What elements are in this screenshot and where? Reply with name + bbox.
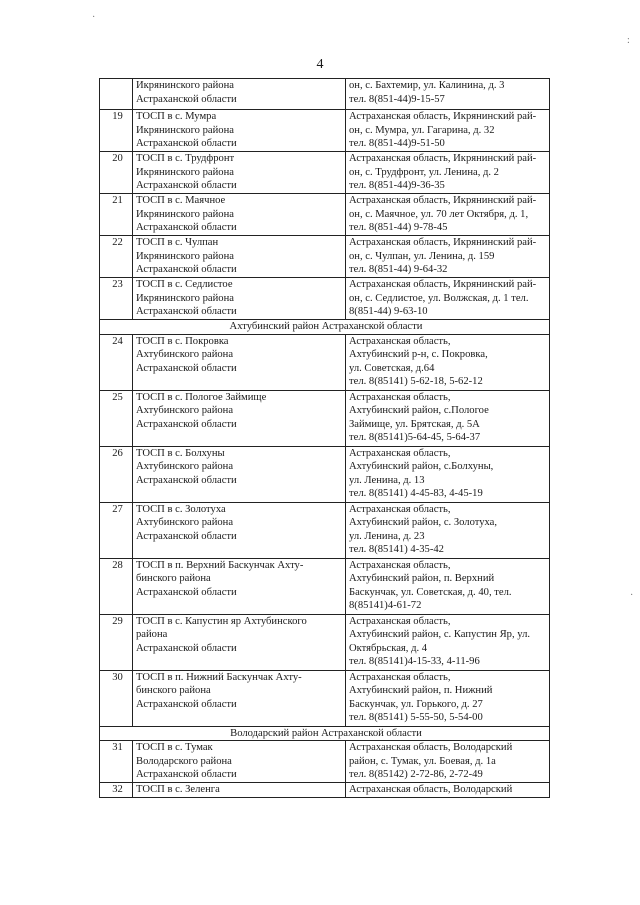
office-address-cell xyxy=(346,614,550,670)
table-row xyxy=(100,446,550,502)
office-name-line: Астраханской области xyxy=(136,222,237,234)
address-line: тел. 8(85141)5-64-45, 5-64-37 xyxy=(349,432,481,444)
office-address-cell xyxy=(346,236,550,278)
office-name-line: Астраханской области xyxy=(136,93,237,105)
office-name-line: Астраханской области xyxy=(136,306,237,318)
address-line: Ахтубинский р-н, с. Покровка, xyxy=(349,349,488,361)
address-line: Астраханская область, Икрянинский рай- xyxy=(349,279,537,290)
office-name-line: Астраханской области xyxy=(136,180,237,192)
table-row xyxy=(100,334,550,390)
office-name-line: Ахтубинского района xyxy=(136,405,234,417)
table-row xyxy=(100,79,550,110)
office-name-line: Володарского района xyxy=(136,755,232,767)
office-address-cell xyxy=(346,741,550,783)
address-line: Астраханская область, Володарский xyxy=(349,784,513,796)
address-line: он, с. Мумра, ул. Гагарина, д. 32 xyxy=(349,124,495,136)
address-line: Октябрьская, д. 4 xyxy=(349,642,428,654)
address-line: Астраханская область, Володарский xyxy=(349,742,513,754)
office-name-line: ТОСП в с. Чулпан xyxy=(136,237,219,248)
office-name-line: Астраханской области xyxy=(136,418,237,430)
office-name-line: района xyxy=(136,629,168,641)
office-name-cell xyxy=(133,502,346,558)
address-line: Ахтубинский район, п. Нижний xyxy=(349,685,493,697)
address-line: Ахтубинский район, с.Пологое xyxy=(349,405,489,417)
office-name-line: Ахтубинского района xyxy=(136,349,234,361)
office-name-line: ТОСП в п. Верхний Баскунчак Ахту- xyxy=(136,559,304,571)
section-header-volodarsky: Володарский район Астраханской области xyxy=(100,726,550,741)
section-header-akhtubinsky: Ахтубинский район Астраханской области xyxy=(100,320,550,335)
address-line: тел. 8(851-44) 9-78-45 xyxy=(349,222,448,234)
table-group-volodarsky xyxy=(100,741,550,798)
office-name-line: ТОСП в с. Маячное xyxy=(136,195,226,206)
address-line: Астраханская область, Икрянинский рай- xyxy=(349,153,537,164)
address-line: тел. 8(85142) 2-72-86, 2-72-49 xyxy=(349,769,483,781)
table-row xyxy=(100,390,550,446)
address-line: он, с. Маячное, ул. 70 лет Октября, д. 1, xyxy=(349,208,529,220)
office-address-cell xyxy=(346,194,550,236)
address-line: тел. 8(85141) 4-35-42 xyxy=(349,544,444,556)
office-name-line: ТОСП в с. Золотуха xyxy=(136,503,226,515)
row-number: 22 xyxy=(100,236,133,278)
table-row xyxy=(100,236,550,278)
section-row xyxy=(100,320,550,335)
table-row xyxy=(100,278,550,320)
table-group-ikryaninsky xyxy=(100,79,550,320)
table-row xyxy=(100,502,550,558)
office-name-line: Икрянинского района xyxy=(136,292,234,304)
address-line: Баскунчак, ул. Горького, д. 27 xyxy=(349,698,483,710)
office-name-line: Икрянинского района xyxy=(136,250,234,262)
office-name-cell xyxy=(133,152,346,194)
address-line: тел. 8(85141)4-15-33, 4-11-96 xyxy=(349,656,480,668)
row-number: 32 xyxy=(100,783,133,798)
page-number: 4 xyxy=(316,57,324,72)
office-name-line: ТОСП в с. Капустин яр Ахтубинского xyxy=(136,615,307,627)
address-line: тел. 8(85141) 4-45-83, 4-45-19 xyxy=(349,488,483,500)
office-address-cell xyxy=(346,152,550,194)
scan-dot: : xyxy=(627,35,630,46)
office-name-cell xyxy=(133,614,346,670)
address-line: 8(851-44) 9-63-10 xyxy=(349,306,428,318)
office-address-cell xyxy=(346,390,550,446)
office-name-line: ТОСП в с. Пологое Займище xyxy=(136,391,267,403)
office-name-line: бинского района xyxy=(136,573,211,585)
office-address-cell xyxy=(346,783,550,798)
office-name-cell xyxy=(133,741,346,783)
office-address-cell xyxy=(346,79,550,110)
address-line: Астраханская область, xyxy=(349,559,451,571)
address-line: Астраханская область, xyxy=(349,335,451,347)
scan-dot: · xyxy=(630,590,634,601)
row-number: 20 xyxy=(100,152,133,194)
address-line: Астраханская область, xyxy=(349,391,451,403)
office-name-line: Ахтубинского района xyxy=(136,517,234,529)
office-name-line: Астраханской области xyxy=(136,362,237,374)
office-name-cell xyxy=(133,194,346,236)
table-row xyxy=(100,614,550,670)
row-number: 26 xyxy=(100,446,133,502)
address-line: район, с. Тумак, ул. Боевая, д. 1а xyxy=(349,755,496,767)
office-name-cell xyxy=(133,558,346,614)
office-address-cell xyxy=(346,334,550,390)
row-number: 30 xyxy=(100,670,133,726)
office-name-line: Ахтубинского района xyxy=(136,461,234,473)
office-name-line: Астраханской области xyxy=(136,642,237,654)
address-line: Ахтубинский район, п. Верхний xyxy=(349,573,495,585)
office-name-line: Икрянинского района xyxy=(136,208,234,220)
row-number: 21 xyxy=(100,194,133,236)
office-name-line: ТОСП в с. Зеленга xyxy=(136,784,220,796)
row-number: 31 xyxy=(100,741,133,783)
office-name-line: Астраханской области xyxy=(136,264,237,276)
address-line: Займище, ул. Брятская, д. 5А xyxy=(349,418,480,430)
address-line: Ахтубинский район, с.Болхуны, xyxy=(349,461,494,473)
row-number: 27 xyxy=(100,502,133,558)
office-name-cell xyxy=(133,79,346,110)
table-row xyxy=(100,558,550,614)
table-row xyxy=(100,110,550,152)
office-name-line: Астраханской области xyxy=(136,698,237,710)
office-name-line: Астраханской области xyxy=(136,530,237,542)
office-address-cell xyxy=(346,670,550,726)
row-number xyxy=(100,79,133,110)
address-line: тел. 8(851-44)9-51-50 xyxy=(349,138,445,150)
address-line: Ахтубинский район, с. Капустин Яр, ул. xyxy=(349,629,531,641)
office-name-line: бинского района xyxy=(136,685,211,697)
office-name-cell xyxy=(133,446,346,502)
office-name-line: ТОСП в с. Мумра xyxy=(136,111,217,122)
address-line: он, с. Трудфронт, ул. Ленина, д. 2 xyxy=(349,166,499,178)
table-group-akhtubinsky xyxy=(100,334,550,726)
office-name-line: ТОСП в п. Нижний Баскунчак Ахту- xyxy=(136,671,302,683)
address-line: Астраханская область, Икрянинский рай- xyxy=(349,237,537,248)
office-address-cell xyxy=(346,558,550,614)
address-line: он, с. Бахтемир, ул. Калинина, д. 3 xyxy=(349,80,505,91)
office-name-line: ТОСП в с. Тумак xyxy=(136,742,213,754)
address-line: тел. 8(851-44) 9-64-32 xyxy=(349,264,448,276)
address-line: Астраханская область, Икрянинский рай- xyxy=(349,111,537,122)
table-row xyxy=(100,670,550,726)
office-name-cell xyxy=(133,670,346,726)
address-line: Ахтубинский район, с. Золотуха, xyxy=(349,517,498,529)
table-row xyxy=(100,741,550,783)
office-address-cell xyxy=(346,110,550,152)
address-line: он, с. Седлистое, ул. Волжская, д. 1 тел. xyxy=(349,292,529,304)
address-line: 8(85141)4-61-72 xyxy=(349,600,422,612)
table-row xyxy=(100,194,550,236)
row-number: 29 xyxy=(100,614,133,670)
office-name-line: ТОСП в с. Болхуны xyxy=(136,447,225,459)
office-name-cell xyxy=(133,390,346,446)
address-line: ул. Ленина, д. 23 xyxy=(349,530,425,542)
address-line: Астраханская область, xyxy=(349,671,451,683)
row-number: 24 xyxy=(100,334,133,390)
address-line: он, с. Чулпан, ул. Ленина, д. 159 xyxy=(349,250,495,262)
office-address-cell xyxy=(346,446,550,502)
office-name-line: Икрянинского района xyxy=(136,166,234,178)
office-name-cell xyxy=(133,334,346,390)
office-name-line: ТОСП в с. Покровка xyxy=(136,335,229,347)
office-name-line: ТОСП в с. Седлистое xyxy=(136,279,233,290)
office-name-line: ТОСП в с. Трудфронт xyxy=(136,153,235,164)
address-line: Астраханская область, xyxy=(349,615,451,627)
office-name-line: Астраханской области xyxy=(136,586,237,598)
address-line: тел. 8(85141) 5-55-50, 5-54-00 xyxy=(349,712,483,724)
table-row xyxy=(100,152,550,194)
office-name-line: Икрянинского района xyxy=(136,124,234,136)
address-line: Астраханская область, Икрянинский рай- xyxy=(349,195,537,206)
row-number: 23 xyxy=(100,278,133,320)
table-row xyxy=(100,783,550,798)
office-name-cell xyxy=(133,236,346,278)
address-line: тел. 8(85141) 5-62-18, 5-62-12 xyxy=(349,376,483,388)
address-line: ул. Ленина, д. 13 xyxy=(349,474,425,486)
address-line: ул. Советская, д.64 xyxy=(349,362,435,374)
office-name-line: Икрянинского района xyxy=(136,80,234,91)
address-line: Астраханская область, xyxy=(349,503,451,515)
address-line: Астраханская область, xyxy=(349,447,451,459)
office-name-line: Астраханской области xyxy=(136,138,237,150)
address-line: тел. 8(851-44)9-15-57 xyxy=(349,93,445,105)
office-address-cell xyxy=(346,502,550,558)
section-row xyxy=(100,726,550,741)
address-line: Баскунчак, ул. Советская, д. 40, тел. xyxy=(349,586,512,598)
office-name-cell xyxy=(133,783,346,798)
row-number: 25 xyxy=(100,390,133,446)
row-number: 28 xyxy=(100,558,133,614)
offices-table xyxy=(99,78,550,798)
office-name-cell xyxy=(133,278,346,320)
office-name-line: Астраханской области xyxy=(136,474,237,486)
office-name-line: Астраханской области xyxy=(136,769,237,781)
scan-dot: · xyxy=(92,12,96,23)
address-line: тел. 8(851-44)9-36-35 xyxy=(349,180,445,192)
office-name-cell xyxy=(133,110,346,152)
office-address-cell xyxy=(346,278,550,320)
row-number: 19 xyxy=(100,110,133,152)
